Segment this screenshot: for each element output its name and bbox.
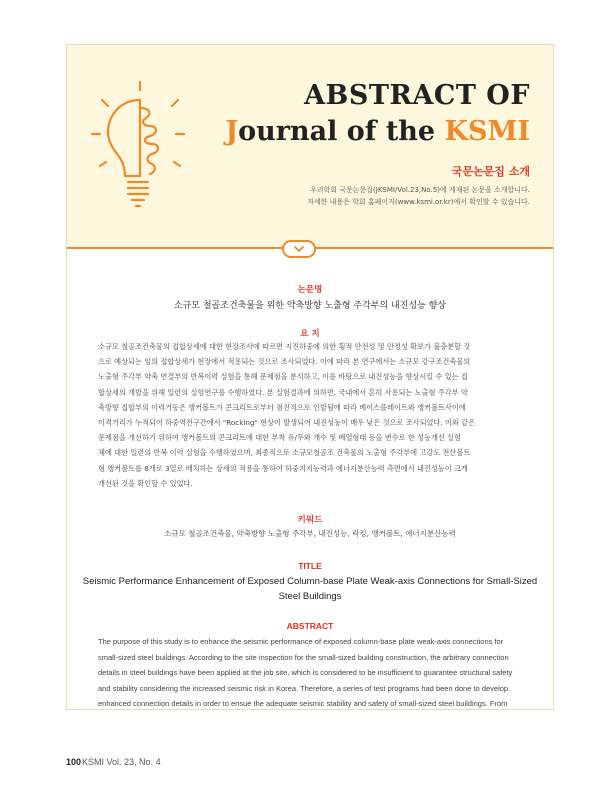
title-en-line2: Steel Buildings xyxy=(278,591,342,602)
abstract-paragraph xyxy=(98,634,522,712)
footer xyxy=(66,757,161,767)
summary-label: 요 지 xyxy=(300,329,320,339)
abstract-line: and stability considering the increased seismic risk in Korea. Therefore, a series of test programs had been done to develop xyxy=(98,683,509,693)
title-en-label: TITLE xyxy=(298,561,322,571)
journal-name: KSMI Vol. 23, No. 4 xyxy=(82,757,161,767)
title-middle: ournal of the xyxy=(238,116,445,147)
chevron-down-icon xyxy=(294,246,304,253)
summary-paragraph xyxy=(98,339,522,491)
title-initial: J xyxy=(225,116,239,147)
abstract-label: ABSTRACT xyxy=(286,621,334,631)
abstract-line: small-sized steel buildings. According to the site inspection for the small-sized building construction, the arbitrary connection xyxy=(98,652,509,662)
intro-line-2: 자세한 내용은 학회 홈페이지(www.ksmi.or.kr)에서 확인할 수 있습니다. xyxy=(307,198,530,206)
summary-line: 이격거리가 누적되어 하중역전구간에서 "Rocking" 현상이 발생되어 내진성능이 매우 낮은 것으로 조사되었다. 이와 같은 xyxy=(98,418,476,428)
abstract-line: The purpose of this study is to enhance the seismic performance of exposed column-base plate weak-axis connections for xyxy=(98,637,504,646)
header-title-line1: ABSTRACT OF xyxy=(304,80,530,111)
chevron-badge xyxy=(282,240,316,258)
summary-line: 축방향 접합부의 이력거동은 앵커볼트가 콘크리트로부터 점진적으로 인발됨에 따라 베이스플레이트와 앵커볼트사이에 xyxy=(98,402,466,412)
paper-title-label: 논문명 xyxy=(297,285,323,295)
summary-line: 노출형 주각부 약축 연결부의 반복이력 실험을 통해 문제점을 분석하고, 이를 바탕으로 내진성능을 향상시킬 수 있는 접 xyxy=(98,372,468,382)
title-en-line1: Seismic Performance Enhancement of Exposed Column-base Plate Weak-axis Connections for Small-Sized xyxy=(82,576,538,587)
summary-line: 소규모 철골조건축물의 접합상세에 대한 현장조사에 따르면 지진하중에 의한 횡적 안전성 및 안정성 확보가 불충분할 것 xyxy=(98,342,471,351)
paper-title: 소규모 철골조건축물을 위한 약축방향 노출형 주각부의 내진성능 향상 xyxy=(173,301,447,311)
summary-line: 형 앵커볼트를 8개로 3열로 배치하는 상세의 적용을 통하여 하중지지능력과 에너지분산능력 측면에서 내진성능이 크게 xyxy=(98,463,468,473)
summary-line: 으로 예상되는 임의 접합상세가 현장에서 적용되는 것으로 조사되었다. 이에 따라 본 연구에서는 소규모 강구조건축물의 xyxy=(98,357,471,367)
header-title-line2 xyxy=(225,116,530,147)
abstract-line: enhanced connection details in order to ensue the adequate seismic stability and safety of small-sized steel buildings. From xyxy=(98,699,508,708)
page-number: 100 xyxy=(66,757,82,767)
summary-line: 합상세의 개발을 위해 일련의 실험연구를 수행하였다. 본 실험결과에 의하면, 국내에서 흔히 사용되는 노출형 주각부 약 xyxy=(98,387,468,397)
intro-line-1: 우리학회 국문논문집(JKSMI/Vol.23,No.5)에 게재된 논문을 소개합니다. xyxy=(309,186,530,194)
keywords-label: 키워드 xyxy=(297,515,323,525)
summary-line: 체에 대한 일련의 반복 이력 실험을 수행하였으며, 최종적으로 소규모철골조 건축물의 노출형 주각부에 고강도 전산볼트 xyxy=(98,448,471,458)
lightbulb-icon xyxy=(80,78,200,218)
abstract-line: details in steel buildings have been applied at the job site, which is considered to be insufficient to guarantee structural safety xyxy=(98,668,513,677)
keywords: 소규모 철골조건축물, 약축방향 노출형 주각부, 내진성능, 락킹, 앵커볼트, 에너지분산능력 xyxy=(164,529,456,538)
summary-line: 개선된 것을 확인할 수 있었다. xyxy=(98,478,193,488)
section-title: 국문논문집 소개 xyxy=(451,165,530,178)
title-accent: KSMI xyxy=(444,116,530,147)
summary-line: 문제점을 개선하기 위하여 앵커볼트의 콘크리트에 대한 부착 유/무와 개수 및 배열형태 등을 변수로 한 성능개선 실험 xyxy=(98,433,462,443)
